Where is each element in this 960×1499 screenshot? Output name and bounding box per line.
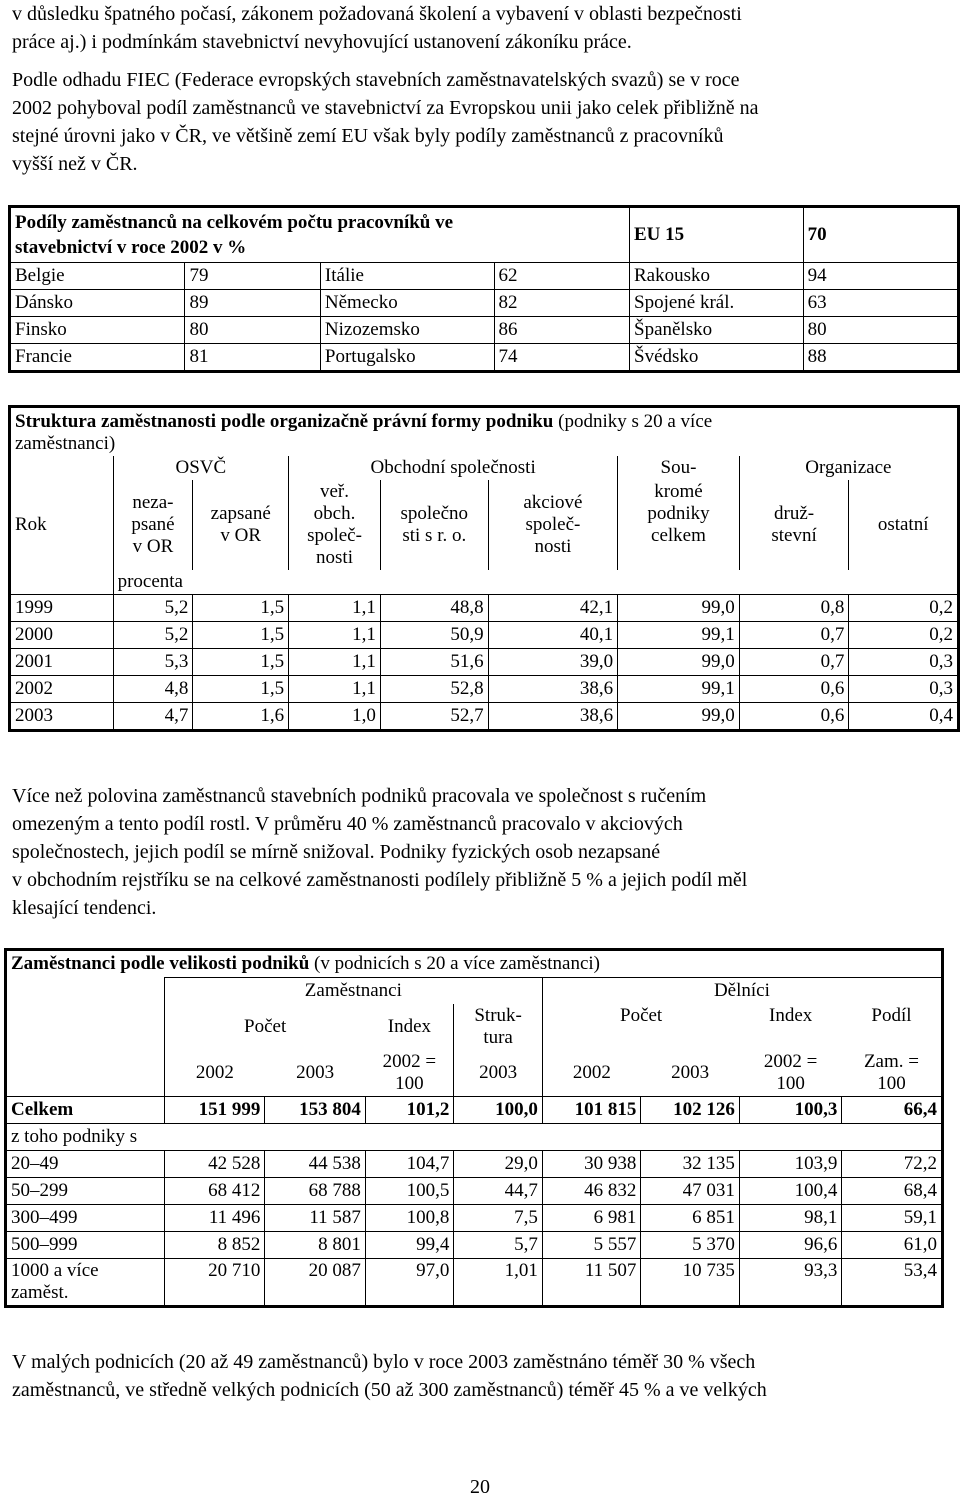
table-row [10,676,959,703]
paragraph-structure [12,782,944,922]
value-cell: 99,1 [618,622,740,649]
header-line: 2002 = [382,1051,437,1072]
value-cell: 0,7 [739,649,849,676]
country-cell: Španělsko [630,317,804,344]
text-line: zaměstnanců, ve středně velkých podnicích (50 až 300 zaměstnanců) téměř 45 % a ve velkých [12,1379,767,1401]
header-index: Index [365,1004,453,1050]
header-delnici: Dělníci [542,978,942,1005]
value-cell: 48,8 [380,595,488,622]
value-cell: 20 710 [164,1259,265,1307]
value-cell: 20 087 [265,1259,366,1307]
value-cell: 7,5 [454,1205,542,1232]
table-organization-structure [8,405,960,732]
header-rok: Rok [10,480,114,570]
table-row-total [6,1097,943,1124]
table-title-line: Podíly zaměstnanců na celkovém počtu pracovníků ve [15,212,454,233]
table-row [10,263,959,290]
value-cell: 0,7 [739,622,849,649]
header-index-ratio [739,1050,842,1097]
value-cell: 53,4 [842,1259,943,1307]
header-struktura [454,1004,542,1050]
value-cell: 104,7 [365,1151,453,1178]
value-cell: 30 938 [542,1151,641,1178]
value-cell: 40,1 [488,622,618,649]
value-cell: 99,0 [618,649,740,676]
value-cell: 1,1 [289,676,381,703]
value-cell: 4,8 [113,676,193,703]
value-cell: 42,1 [488,595,618,622]
value-cell: 99,0 [618,595,740,622]
header-line: společno [400,503,469,524]
value-cell: 47 031 [641,1178,740,1205]
value-cell: 51,6 [380,649,488,676]
paragraph-size [12,1348,944,1404]
year-cell: 2000 [10,622,114,649]
header-line: zapsané [210,503,271,524]
header-sro [380,480,488,570]
country-cell: Finsko [10,317,185,344]
value-cell: 8 852 [164,1232,265,1259]
text-line: práce aj.) i podmínkám stavebnictví nevyhovující ustanovení zákoníku práce. [12,31,632,53]
eu-value: 70 [803,207,958,263]
size-cell: 500–999 [6,1232,165,1259]
header-line: stevní [771,525,817,546]
country-cell: Francie [10,344,185,372]
value-cell: 39,0 [488,649,618,676]
value-cell: 0,8 [739,595,849,622]
table-row [10,649,959,676]
value-cell: 79 [185,263,320,290]
header-year: 2003 [265,1050,366,1097]
value-cell: 97,0 [365,1259,453,1307]
header-line: veř. [320,481,350,502]
value-cell: 32 135 [641,1151,740,1178]
header-line: 100 [395,1073,424,1094]
value-cell: 29,0 [454,1151,542,1178]
value-cell: 1,01 [454,1259,542,1307]
text-line: stejné úrovni jako v ČR, ve většině zemí EU však byly podíly zaměstnanců z pracovníků [12,125,724,147]
header-nezapsane [113,480,193,570]
text-line: Podle odhadu FIEC (Federace evropských stavebních zaměstnavatelských svazů) se v roce [12,69,740,91]
header-pocet-delnici: Počet [542,1004,739,1050]
value-cell: 102 126 [641,1097,740,1124]
value-cell: 8 801 [265,1232,366,1259]
header-line: druž- [774,503,815,524]
header-podil: Podíl [842,1004,943,1050]
size-cell: 20–49 [6,1151,165,1178]
value-cell: 80 [185,317,320,344]
table-title-normal: (v podnicích s 20 a více zaměstnanci) [309,953,600,974]
value-cell: 0,6 [739,676,849,703]
value-cell: 0,3 [849,649,959,676]
value-cell: 93,3 [739,1259,842,1307]
header-line: podniky [647,503,710,524]
size-line: zaměst. [11,1282,69,1303]
header-druzstevni [739,480,849,570]
table-title-normal: (podniky s 20 a více [553,411,713,432]
size-cell: 50–299 [6,1178,165,1205]
value-cell: 100,4 [739,1178,842,1205]
value-cell: 68,4 [842,1178,943,1205]
value-cell: 44,7 [454,1178,542,1205]
value-cell: 1,1 [289,622,381,649]
value-cell: 1,1 [289,649,381,676]
header-line: v OR [132,536,174,557]
value-cell: 61,0 [842,1232,943,1259]
value-cell: 100,0 [454,1097,542,1124]
text-line: 2002 pohyboval podíl zaměstnanců ve stavebnictví za Evropskou unii jako celek přibližně na [12,97,759,119]
country-cell: Dánsko [10,290,185,317]
header-verejne [289,480,381,570]
value-cell: 11 587 [265,1205,366,1232]
table-row [6,1151,943,1178]
value-cell: 62 [494,263,629,290]
country-cell: Rakousko [630,263,804,290]
header-year: 2002 [164,1050,265,1097]
table-title-line: stavebnictví v roce 2002 v % [15,237,247,258]
header-zam-ratio [842,1050,943,1097]
header-year: 2002 [542,1050,641,1097]
size-cell: Celkem [6,1097,165,1124]
header-line: psané [131,514,175,535]
value-cell: 11 507 [542,1259,641,1307]
text-line: Více než polovina zaměstnanců stavebních podniků pracovala ve společnost s ručením [12,785,707,807]
country-cell: Itálie [320,263,494,290]
value-cell: 94 [803,263,958,290]
value-cell: 0,6 [739,703,849,731]
value-cell: 63 [803,290,958,317]
header-akciove [488,480,618,570]
value-cell: 1,5 [193,622,289,649]
value-cell: 1,6 [193,703,289,731]
value-cell: 99,4 [365,1232,453,1259]
value-cell: 6 851 [641,1205,740,1232]
paragraph-fiec [12,66,948,178]
header-pocet: Počet [164,1004,365,1050]
header-zapsane [193,480,289,570]
year-cell: 1999 [10,595,114,622]
text-line: v důsledku špatného počasí, zákonem požadovaná školení a vybavení v oblasti bezpečnosti [12,3,742,25]
header-obchodni: Obchodní společnosti [289,456,618,480]
value-cell: 11 496 [164,1205,265,1232]
country-cell: Belgie [10,263,185,290]
header-line: 100 [877,1073,906,1094]
value-cell: 52,8 [380,676,488,703]
value-cell: 5 370 [641,1232,740,1259]
value-cell: 80 [803,317,958,344]
value-cell: 98,1 [739,1205,842,1232]
header-line: obch. [313,503,356,524]
table-employee-share [8,205,960,373]
value-cell: 66,4 [842,1097,943,1124]
value-cell: 5,7 [454,1232,542,1259]
text-line: V malých podnicích (20 až 49 zaměstnanců) bylo v roce 2003 zaměstnáno téměř 30 % všech [12,1351,756,1373]
header-osvc: OSVČ [113,456,289,480]
table-row [10,622,959,649]
table-row [6,1178,943,1205]
table-title-bold: Struktura zaměstnanosti podle organizačně právní formy podniku [15,411,554,432]
header-soukrome: Sou- [618,456,740,480]
header-soukrome-cont [618,480,740,570]
value-cell: 0,2 [849,595,959,622]
header-line: tura [483,1027,513,1048]
header-line: 2002 = [763,1051,818,1072]
header-line: společ- [525,514,581,535]
header-organizace: Organizace [739,456,958,480]
header-line: nosti [534,536,572,557]
size-line: 1000 a více [11,1260,99,1281]
value-cell: 42 528 [164,1151,265,1178]
value-cell: 99,0 [618,703,740,731]
value-cell: 100,5 [365,1178,453,1205]
value-cell: 38,6 [488,703,618,731]
value-cell: 5 557 [542,1232,641,1259]
value-cell: 1,5 [193,595,289,622]
table-row [10,595,959,622]
header-line: akciové [523,492,583,513]
value-cell: 4,7 [113,703,193,731]
header-index-ratio [365,1050,453,1097]
table-row [10,703,959,731]
table-title-bold: Zaměstnanci podle velikosti podniků [11,953,310,974]
header-year: 2003 [454,1050,542,1097]
header-line: společ- [307,525,362,546]
table-row [10,344,959,372]
value-cell: 74 [494,344,629,372]
value-cell: 5,2 [113,595,193,622]
size-cell: 300–499 [6,1205,165,1232]
country-cell: Nizozemsko [320,317,494,344]
value-cell: 101 815 [542,1097,641,1124]
value-cell: 50,9 [380,622,488,649]
table-row [10,290,959,317]
value-cell: 6 981 [542,1205,641,1232]
table-enterprise-size [4,948,944,1308]
header-index-delnici: Index [769,1005,813,1026]
header-zamestnanci: Zaměstnanci [164,978,542,1005]
value-cell: 81 [185,344,320,372]
value-cell: 46 832 [542,1178,641,1205]
value-cell: 1,0 [289,703,381,731]
text-line: omezeným a tento podíl rostl. V průměru 40 % zaměstnanců pracovalo v akciových [12,813,683,835]
value-cell: 100,3 [739,1097,842,1124]
table-subhead: z toho podniky s [6,1124,943,1151]
value-cell: 1,5 [193,676,289,703]
header-line: v OR [220,525,262,546]
value-cell: 151 999 [164,1097,265,1124]
size-cell [6,1259,165,1307]
value-cell: 1,1 [289,595,381,622]
page-number: 20 [470,1476,490,1498]
value-cell: 153 804 [265,1097,366,1124]
value-cell: 88 [803,344,958,372]
value-cell: 52,7 [380,703,488,731]
intro-paragraph [12,0,948,56]
value-cell: 5,2 [113,622,193,649]
header-procenta: procenta [113,570,958,595]
table-title [10,407,959,457]
header-line: celkem [651,525,706,546]
header-line: kromé [654,481,703,502]
table-row [6,1232,943,1259]
value-cell: 72,2 [842,1151,943,1178]
value-cell: 10 735 [641,1259,740,1307]
year-cell: 2002 [10,676,114,703]
year-cell: 2003 [10,703,114,731]
table-title [6,950,943,978]
text-line: společnostech, jejich podíl se mírně snižoval. Podniky fyzických osob nezapsané [12,841,661,863]
header-ostatni: ostatní [849,480,959,570]
value-cell: 101,2 [365,1097,453,1124]
header-line: 100 [776,1073,805,1094]
header-line: Zam. = [863,1051,919,1072]
value-cell: 0,2 [849,622,959,649]
value-cell: 82 [494,290,629,317]
table-title-line: zaměstnanci) [15,433,116,454]
country-cell: Portugalsko [320,344,494,372]
year-cell: 2001 [10,649,114,676]
header-line: sti s r. o. [402,525,467,546]
country-cell: Německo [320,290,494,317]
text-line: vyšší než v ČR. [12,153,138,175]
value-cell: 103,9 [739,1151,842,1178]
value-cell: 44 538 [265,1151,366,1178]
value-cell: 99,1 [618,676,740,703]
country-cell: Spojené král. [630,290,804,317]
value-cell: 96,6 [739,1232,842,1259]
value-cell: 5,3 [113,649,193,676]
value-cell: 86 [494,317,629,344]
value-cell: 68 412 [164,1178,265,1205]
table-row [6,1259,943,1307]
value-cell: 0,3 [849,676,959,703]
value-cell: 0,4 [849,703,959,731]
header-line: neza- [132,492,174,513]
header-line: Struk- [474,1005,522,1026]
value-cell: 59,1 [842,1205,943,1232]
table-row [10,317,959,344]
value-cell: 100,8 [365,1205,453,1232]
value-cell: 1,5 [193,649,289,676]
table-row [6,1205,943,1232]
text-line: klesající tendenci. [12,897,157,919]
eu-label: EU 15 [630,207,804,263]
table-title [10,207,630,263]
country-cell: Švédsko [630,344,804,372]
value-cell: 89 [185,290,320,317]
header-year: 2003 [641,1050,740,1097]
value-cell: 68 788 [265,1178,366,1205]
header-line: nosti [316,547,353,568]
value-cell: 38,6 [488,676,618,703]
text-line: v obchodním rejstříku se na celkové zaměstnanosti podílely přibližně 5 % a jejich podíl měl [12,869,748,891]
